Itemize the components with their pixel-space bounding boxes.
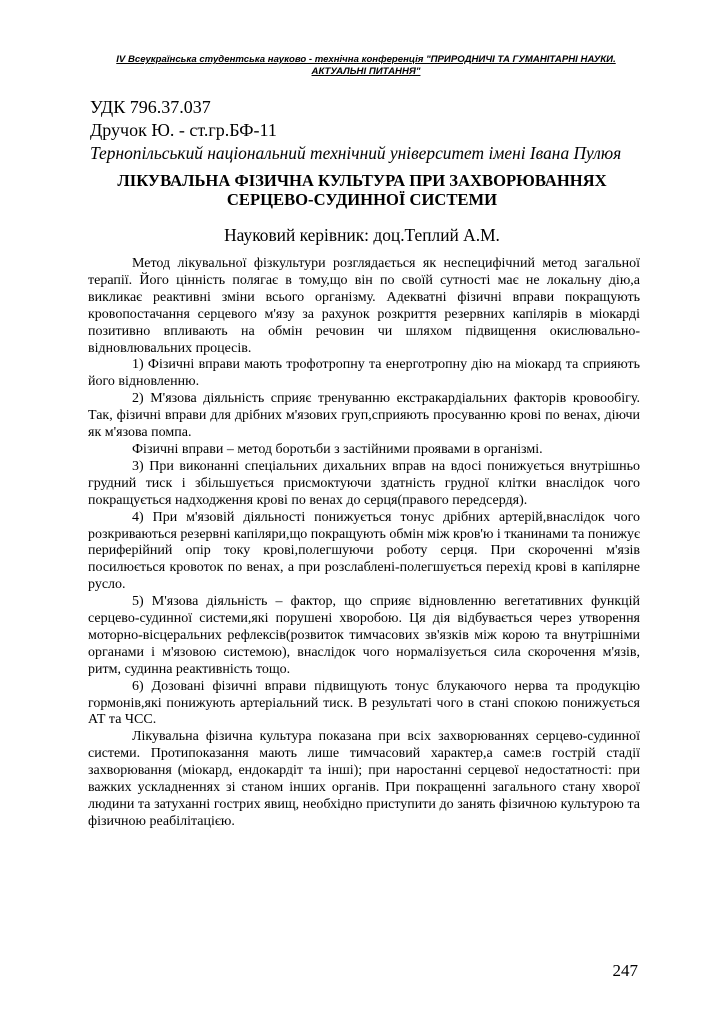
paragraph: 4) При м'язовій діяльності понижується тонус дрібних артерій,внаслідок чого розкриваються резервні капіляри,що покращують обмін між кров'ю і тканинами та понижує периферійний опір току крові,полегшуючи роботу серця. При скороченні м'язів посилюється кровоток по венах, а при розслаблені-полегшується перехід крові в капілярне русло. [88,509,640,593]
title-line-2: СЕРЦЕВО-СУДИННОЇ СИСТЕМИ [226,190,498,209]
body-text [88,256,640,831]
page-number: 247 [612,961,638,980]
paper-title [60,171,664,209]
udk-code: УДК 796.37.037 [90,97,211,117]
paper-meta [90,96,650,164]
paragraph: 1) Фізичні вправи мають трофотропну та енерготропну дію на міокард та сприяють його відновленню. [88,357,640,390]
paragraph: Метод лікувальної фізкультури розглядається як неспецифічний метод загальної терапії. Його цінність полягає в тому,що він по своїй сутності має не локальну дію,а викликає реактивні зміни всього організму. Адекватні фізичні вправи покращують кровопостачання серцевого м'язу за рахунок розкриття резервних капілярів в міокарді позитивно впливають на обмін речовин чи шляхом підвищення окислювально-відновлювальних процесів. [88,256,640,356]
supervisor: Науковий керівник: доц.Теплий А.М. [224,225,500,245]
paragraph: 6) Дозовані фізичні вправи підвищують тонус блукаючого нерва та продукцію гормонів,які понижують артеріальний тиск. В результаті чого в стані спокою понижується АТ та ЧСС. [88,678,640,728]
conference-header-line-2: АКТУАЛЬНІ ПИТАННЯ" [311,66,421,77]
paragraph: 3) При виконанні спеціальних дихальних вправ на вдосі понижується внутрішньо грудний тиск і збільшується присмоктуючи здатність грудної клітки внаслідок чого покращується надходження крові по венах до серця(правого передсердя). [88,458,640,508]
paragraph: 5) М'язова діяльність – фактор, що сприяє відновленню вегетативних функцій серцево-судинної системи,які порушені хворобою. Ця дія відбувається через утворення моторно-вісцеральних рефлексів(розвиток тимчасових зв'язків між корою та внутрішніми органами і м'язовою системою), внаслідок чого нормалізується сила скорочення м'язів, ритм, судинна реактивність тощо. [88,594,640,677]
paragraph: Фізичні вправи – метод боротьби з застійними проявами в організмі. [132,441,543,457]
paragraph: Лікувальна фізична культура показана при всіх захворюваннях серцево-судинної системи. Протипоказання мають лише тимчасовий характер,а саме:в гострій стадії захворювання (міокард, ендокардіт та інші); при наростанні серцевої недостатності: при важких ускладненнях зі станом інших органів. При покращенні загального стану хворої людини та затуханні гострих явищ, необхідно приступити до занять фізичною культурою та фізичною реабілітацією. [88,729,640,829]
paragraph: 2) М'язова діяльність сприяє тренуванню екстракардіальних факторів кровообігу. Так, фізичні вправи для дрібних м'язових груп,сприяють просуванню крові по венах, діючи як м'язова помпа. [88,391,640,441]
author-line: Дручок Ю. - ст.гр.БФ-11 [90,120,277,140]
conference-header [86,54,646,78]
conference-header-line-1: IV Всеукраїнська студентська науково - технічна конференція "ПРИРОДНИЧІ ТА ГУМАНІТАРНІ НАУКИ. [116,54,616,65]
affiliation: Тернопільський національний технічний університет імені Івана Пулюя [90,143,622,163]
title-line-1: ЛІКУВАЛЬНА ФІЗИЧНА КУЛЬТУРА ПРИ ЗАХВОРЮВАННЯХ [117,171,607,190]
